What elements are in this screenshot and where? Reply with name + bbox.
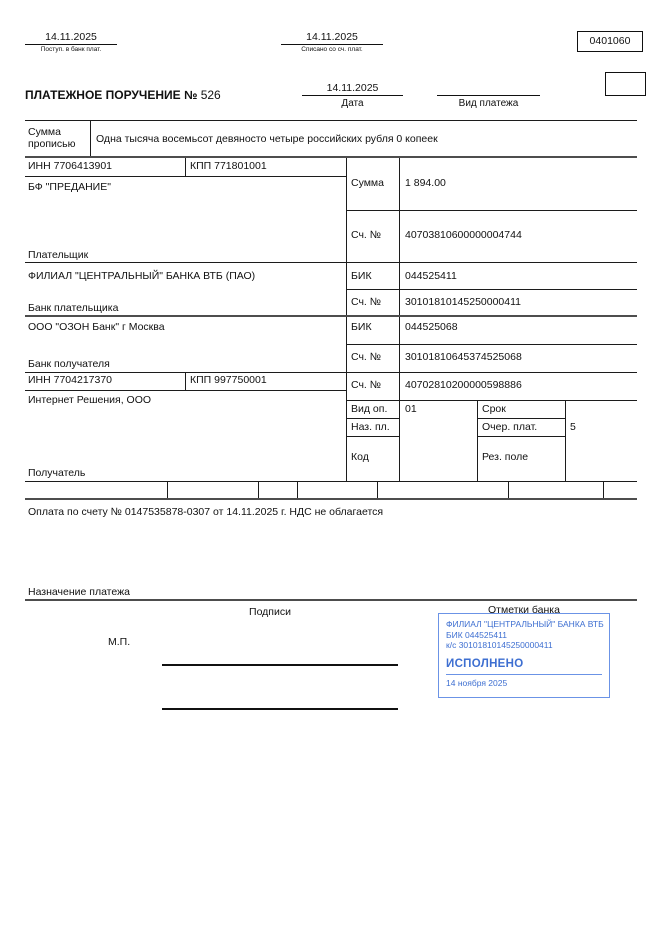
payer-kpp: КПП 771801001 (190, 160, 267, 172)
document-number: 526 (200, 88, 221, 102)
payer-inn: ИНН 7706413901 (28, 160, 113, 172)
op-kind-label: Вид оп. (351, 403, 388, 415)
purpose-text: Оплата по счету № 0147535878-0307 от 14.11.2025 г. НДС не облагается (28, 506, 384, 518)
form-code-box: 0401060 (577, 31, 643, 52)
payer-bank-section-label: Банк плательщика (28, 302, 119, 314)
grid-line (25, 156, 637, 158)
grid-line (346, 210, 637, 211)
payer-account-value: 40703810600000004744 (405, 229, 522, 241)
grid-line (25, 315, 637, 317)
payee-bank-bik-value: 044525068 (405, 321, 458, 333)
payer-bank-corr-label: Сч. № (351, 296, 382, 308)
stamp-bank-name: ФИЛИАЛ "ЦЕНТРАЛЬНЫЙ" БАНКА ВТБ (446, 619, 604, 629)
stamp-bik: БИК 044525411 (446, 629, 507, 640)
term-label: Срок (482, 403, 506, 415)
payee-name: Интернет Решения, ООО (28, 394, 152, 406)
payee-inn: ИНН 7704217370 (28, 374, 113, 386)
amount-value: 1 894.00 (405, 177, 446, 189)
grid-line (297, 482, 298, 498)
debited-date-value: 14.11.2025 (281, 31, 383, 45)
grid-line (477, 418, 565, 419)
purpose-section-label: Назначение платежа (28, 586, 130, 598)
stamp-corr-account: к/с 30101810145250000411 (446, 640, 553, 650)
grid-line (167, 482, 168, 498)
grid-line (346, 418, 399, 419)
payer-section-label: Плательщик (28, 249, 89, 261)
grid-line (477, 436, 565, 437)
payee-bank-bik-label: БИК (351, 321, 372, 333)
grid-line (25, 262, 637, 263)
reserve-field-label: Рез. поле (482, 451, 529, 463)
grid-line (399, 158, 400, 481)
grid-line (25, 372, 637, 373)
grid-line (25, 599, 637, 601)
op-kind-value: 01 (405, 403, 417, 415)
payer-bank-bik-value: 044525411 (405, 270, 457, 282)
bank-marks-label: Отметки банка (488, 604, 560, 616)
payee-section-label: Получатель (28, 467, 86, 479)
date-value: 14.11.2025 (302, 82, 403, 96)
grid-line (25, 176, 346, 177)
payer-bank-bik-label: БИК (351, 270, 372, 282)
amount-words-text: Одна тысяча восемьсот девяносто четыре российских рубля 0 копеек (96, 133, 438, 145)
document-title-text: ПЛАТЕЖНОЕ ПОРУЧЕНИЕ № (25, 88, 198, 102)
code-label: Код (351, 451, 369, 463)
grid-line (346, 344, 637, 345)
debited-date-caption: Списано со сч. плат. (301, 46, 363, 53)
grid-line (25, 390, 346, 391)
status-code-box (605, 72, 646, 96)
bank-execution-stamp (438, 613, 610, 698)
signature-line-2 (162, 708, 398, 710)
grid-line (25, 120, 637, 121)
grid-line (25, 498, 637, 500)
grid-line (346, 289, 637, 290)
priority-value: 5 (570, 421, 576, 433)
payee-bank-corr-value: 30101810645374525068 (405, 351, 522, 363)
date-caption: Дата (341, 98, 364, 109)
priority-label: Очер. плат. (482, 421, 538, 433)
grid-line (377, 482, 378, 498)
grid-line (565, 400, 566, 481)
payment-kind-caption: Вид платежа (458, 98, 519, 109)
received-date-field (25, 31, 117, 53)
payer-bank-corr-value: 30101810145250000411 (405, 296, 522, 308)
received-date-caption: Поступ. в банк плат. (40, 46, 102, 53)
grid-line (258, 482, 259, 498)
grid-line (25, 481, 637, 482)
signatures-label: Подписи (249, 606, 291, 618)
stamp-status: ИСПОЛНЕНО (446, 657, 524, 670)
grid-line (185, 158, 186, 176)
purpose-code-label: Наз. пл. (351, 421, 390, 433)
payment-kind-value (437, 82, 540, 96)
payer-bank-name: ФИЛИАЛ "ЦЕНТРАЛЬНЫЙ" БАНКА ВТБ (ПАО) (28, 270, 256, 282)
date-field (302, 82, 403, 109)
document-title (25, 88, 221, 102)
grid-line (508, 482, 509, 498)
stamp-date: 14 ноября 2025 (446, 677, 508, 688)
seal-place-label: М.П. (108, 636, 131, 648)
payee-bank-section-label: Банк получателя (28, 358, 110, 370)
grid-line (477, 400, 478, 481)
signature-line-1 (162, 664, 398, 666)
payee-bank-corr-label: Сч. № (351, 351, 382, 363)
grid-line (185, 373, 186, 390)
payee-account-label: Сч. № (351, 379, 382, 391)
payment-kind-field (437, 82, 540, 109)
grid-line (90, 120, 91, 156)
stamp-separator-line (446, 674, 602, 675)
payee-account-value: 40702810200000598886 (405, 379, 522, 391)
amount-words-label: Сумма прописью (28, 126, 76, 150)
grid-line (346, 400, 637, 401)
payer-name: БФ "ПРЕДАНИЕ" (28, 181, 111, 193)
payer-account-label: Сч. № (351, 229, 382, 241)
grid-line (603, 482, 604, 498)
grid-line (346, 158, 347, 481)
received-date-value: 14.11.2025 (25, 31, 117, 45)
payee-kpp: КПП 997750001 (190, 374, 267, 386)
amount-label: Сумма (351, 177, 384, 189)
grid-line (346, 436, 399, 437)
payee-bank-name: ООО "ОЗОН Банк" г Москва (28, 321, 165, 333)
debited-date-field (281, 31, 383, 53)
